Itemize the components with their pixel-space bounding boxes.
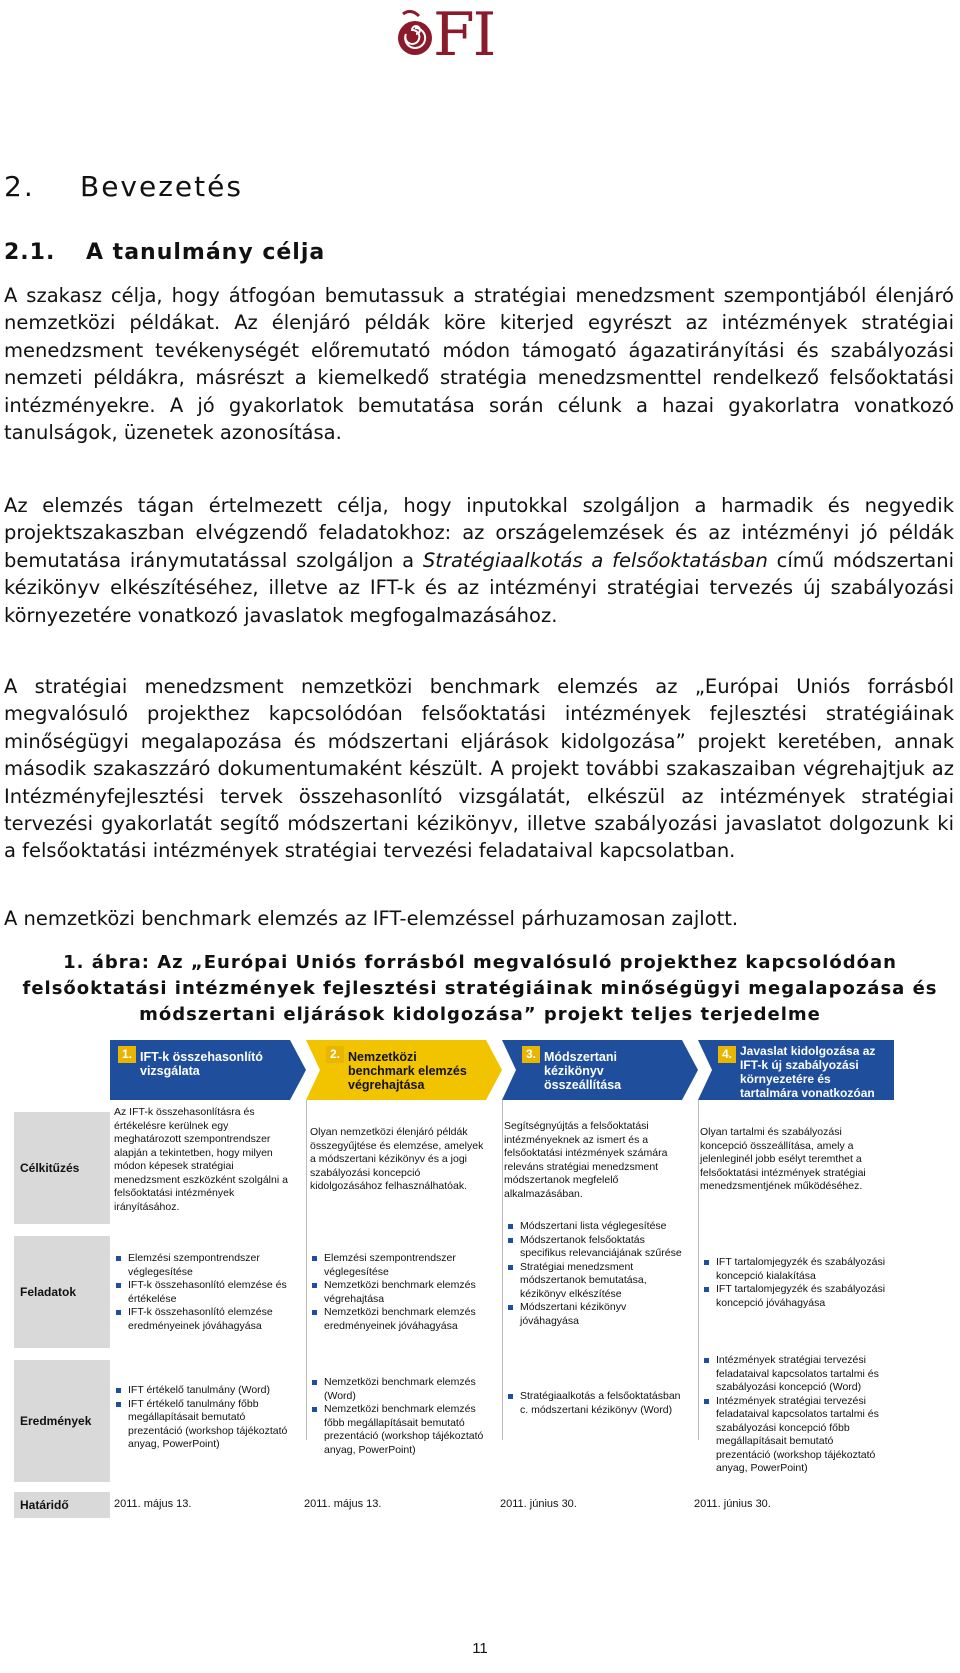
result-item: Nemzetközi benchmark elemzés főbb megállapításait bemutató prezentáció (workshop tájékoztató anyag, PowerPoint) <box>324 1403 494 1457</box>
section-number: 2. <box>4 170 35 203</box>
goal-cell: Olyan tartalmi és szabályozási koncepció összeállítása, amely a jelenleginél jobb esélyt teremthet a felsőoktatási intézmények stratégiai menedzsmentjének működéséhez. <box>700 1126 866 1192</box>
project-scope-figure <box>14 1040 944 1520</box>
task-cell <box>702 1256 886 1310</box>
paragraph-2-start: Az elemzés tágan értelmezett célja, hogy inputokkal szolgáljon a harmadik és negyedik projektszakaszban elvégzendő feladatokhoz: az országelemzések és az intézményi jó példák bemutatása iránymutatással szolgáljon a <box>4 494 954 572</box>
book-title: Stratégiaalkotás a felsőoktatásban <box>422 548 768 572</box>
phase-3-title: Módszertani kézikönyv összeállítása <box>544 1050 622 1092</box>
result-cell <box>310 1376 494 1457</box>
task-item: Módszertani kézikönyv jóváhagyása <box>520 1301 688 1328</box>
goal-cell: Segítségnyújtás a felsőoktatási intézményeknek az ismert és a felsőoktatási intézmények számára releváns stratégiai menedzsment módszertanok megfelelő alkalmazásában. <box>504 1120 668 1200</box>
deadline-value: 2011. június 30. <box>694 1498 771 1510</box>
page-number: 11 <box>472 1640 488 1657</box>
task-item: Módszertani lista véglegesítése <box>520 1220 688 1234</box>
section-heading <box>4 170 243 203</box>
phase-1-number: 1. <box>118 1046 136 1063</box>
goal-cell: Az IFT-k összehasonlításra és értékelésre kerülnek egy meghatározott szempontrendszer alapján a tekintetben, hogy milyen módon képesek stratégiai menedzsment eszközként szolgálni a felsőoktatási intézmények irányításához. <box>114 1106 288 1213</box>
task-cell <box>114 1252 298 1333</box>
task-item: Stratégiai menedzsment módszertanok bemutatása, kézikönyv elkészítése <box>520 1261 688 1302</box>
task-item: Módszertanok felsőoktatás specifikus relevanciájának szűrése <box>520 1234 688 1261</box>
phase-4-number: 4. <box>718 1046 736 1063</box>
result-cell <box>702 1354 888 1476</box>
task-item: IFT tartalomjegyzék és szabályozási koncepció kialakítása <box>716 1256 886 1282</box>
phase-3-number: 3. <box>522 1046 540 1063</box>
section-title: Bevezetés <box>80 170 243 203</box>
result-item: Stratégiaalkotás a felsőoktatásban c. módszertani kézikönyv (Word) <box>520 1390 688 1417</box>
task-item: Nemzetközi benchmark elemzés eredményeinek jóváhagyása <box>324 1306 494 1333</box>
phase-4-header <box>698 1040 894 1100</box>
subsection-number: 2.1. <box>4 240 56 265</box>
phase-2-number: 2. <box>326 1046 344 1063</box>
phase-1-header <box>110 1040 306 1100</box>
task-item: IFT-k összehasonlító elemzése eredményeinek jóváhagyása <box>128 1306 298 1333</box>
result-cell <box>114 1384 298 1452</box>
paragraph-1: A szakasz célja, hogy átfogóan bemutassuk a stratégiai menedzsment szempontjából élenjáró nemzetközi példákat. Az élenjáró példák köre kiterjed egyrészt az intézmények stratégiai menedzsment tevékenységét előremutató módon támogató ágazatirányítási és szabályozási nemzeti példákra, másrészt a kiemelkedő stratégia menedzsmenttel rendelkező felsőoktatási intézményekre. A jó gyakorlatok bemutatása során célunk a hazai gyakorlatra vonatkozó tanulságok, üzenetek azonosítása. <box>4 284 954 445</box>
task-item: Elemzési szempontrendszer véglegesítése <box>324 1252 494 1279</box>
phase-2-header <box>306 1040 502 1100</box>
phase-3-header <box>502 1040 698 1100</box>
phase-2-title: Nemzetközi benchmark elemzés végrehajtása <box>348 1050 467 1092</box>
goal-cell: Olyan nemzetközi élenjáró példák összegyűjtése és elemzése, amelyek a módszertani kézikönyv és a jogi szabályozási koncepció kidolgozásához felhasználhatóak. <box>310 1126 484 1192</box>
result-item: Intézmények stratégiai tervezési feladataival kapcsolatos tartalmi és szabályozási koncepció főbb megállapításait bemutató prezentáció (workshop tájékoztató anyag, PowerPoint) <box>716 1395 888 1476</box>
phase-4-title: Javaslat kidolgozása az IFT-k új szabályozási környezetére és tartalmára vonatkozóan <box>740 1044 876 1100</box>
result-item: IFT értékelő tanulmány (Word) <box>128 1384 298 1398</box>
task-item: IFT-k összehasonlító elemzése és értékelése <box>128 1279 298 1306</box>
row-label-deadline: Határidő <box>14 1492 110 1518</box>
subsection-title: A tanulmány célja <box>86 240 326 265</box>
row-label-tasks: Feladatok <box>14 1236 110 1348</box>
spiral-logo-icon <box>395 8 435 62</box>
task-cell <box>310 1252 494 1333</box>
phase-1-title: IFT-k összehasonlító vizsgálata <box>140 1050 263 1078</box>
row-label-results: Eredmények <box>14 1360 110 1482</box>
deadline-value: 2011. június 30. <box>500 1498 577 1510</box>
row-label-goal: Célkitűzés <box>14 1112 110 1224</box>
figure-caption: 1. ábra: Az „Európai Uniós forrásból megvalósuló projekthez kapcsolódóan felsőoktatási intézmények fejlesztési stratégiáinak minőségügyi megalapozása és módszertani eljárások kidolgozása” projekt teljes terjedelme <box>22 952 938 1025</box>
column-divider <box>306 1100 307 1440</box>
column-divider <box>698 1100 699 1440</box>
subsection-heading <box>4 240 325 265</box>
deadline-value: 2011. május 13. <box>304 1498 382 1510</box>
task-cell <box>506 1220 688 1328</box>
result-item: IFT értékelő tanulmány főbb megállapításait bemutató prezentáció (workshop tájékoztató anyag, PowerPoint) <box>128 1398 298 1452</box>
column-divider <box>502 1100 503 1440</box>
result-cell <box>506 1390 688 1417</box>
task-item: IFT tartalomjegyzék és szabályozási koncepció jóváhagyása <box>716 1283 886 1309</box>
paragraph-2-end: című módszertani kézikönyv elkészítéséhez, illetve az IFT-k és az intézményi stratégiai tervezés új szabályozási környezetére vonatkozó javaslatok megfogalmazásához. <box>4 548 954 627</box>
result-item: Nemzetközi benchmark elemzés (Word) <box>324 1376 494 1403</box>
paragraph-2 <box>4 492 954 629</box>
paragraph-4: A nemzetközi benchmark elemzés az IFT-elemzéssel párhuzamosan zajlott. <box>4 907 739 930</box>
ifi-logo <box>395 0 525 70</box>
paragraph-3: A stratégiai menedzsment nemzetközi benchmark elemzés az „Európai Uniós forrásból megvalósuló projekthez kapcsolódóan felsőoktatási intézmények fejlesztési stratégiáinak minőségügyi megalapozása és módszertani eljárások kidolgozása” projekt keretében, annak második szakaszzáró dokumentumaként készült. A projekt további szakaszaiban végrehajtjuk az Intézményfejlesztési tervek összehasonlító vizsgálatát, elkészül az intézmények stratégiai tervezési gyakorlatát segítő módszertani kézikönyv, illetve szabályozási javaslatot dolgozunk ki a felsőoktatási intézmények stratégiai tervezési feladataival kapcsolatban. <box>4 675 954 863</box>
task-item: Nemzetközi benchmark elemzés végrehajtása <box>324 1279 494 1306</box>
task-item: Elemzési szempontrendszer véglegesítése <box>128 1252 298 1279</box>
deadline-value: 2011. május 13. <box>114 1498 192 1510</box>
logo-text: FI <box>433 0 495 70</box>
result-item: Intézmények stratégiai tervezési feladataival kapcsolatos tartalmi és szabályozási koncepció (Word) <box>716 1354 888 1395</box>
